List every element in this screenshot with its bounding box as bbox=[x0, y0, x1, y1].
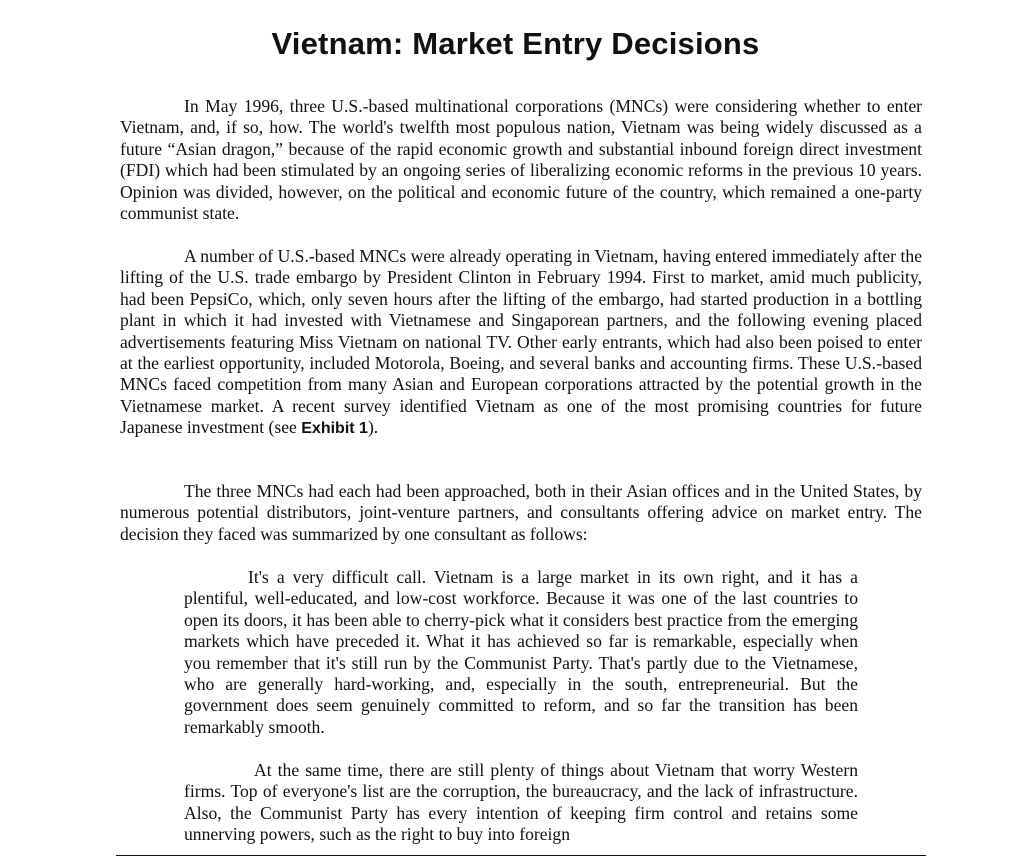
paragraph-decision: The three MNCs had each had been approached, both in their Asian offices and in the United States, by numerous potential distributors, joint-venture partners, and consultants offering advice on market entry. The decision they faced was summarized by one consultant as follows: bbox=[120, 481, 922, 544]
paragraph-us-mncs-text: A number of U.S.-based MNCs were already operating in Vietnam, having entered immediately after the lifting of the U.S. trade embargo by President Clinton in February 1994. First to market, amid much publicity, had been PepsiCo, which, only seven hours after the lifting of the embargo, had started production in a bottling plant in which it had invested with Vietnamese and Singaporean partners, and the following evening placed advertisements featuring Miss Vietnam on national TV. Other early entrants, which had also been poised to enter at the earliest opportunity, included Motorola, Boeing, and several banks and accounting firms. These U.S.-based MNCs faced competition from many Asian and European corporations attracted by the potential growth in the Vietnamese market. A recent survey identified Vietnam as one of the most promising countries for future Japanese investment (see bbox=[120, 246, 922, 438]
page-title: Vietnam: Market Entry Decisions bbox=[271, 26, 760, 61]
block-quote-paragraph-1: It's a very difficult call. Vietnam is a large market in its own right, and it has a plentiful, well-educated, and low-cost workforce. Because it was one of the last countries to open its doors, it has been able to cherry-pick what it considers best practice from the emerging markets which have preceded it. What it has achieved so far is remarkable, especially when you remember that it's still run by the Communist Party. That's partly due to the Vietnamese, who are generally hard-working, and, especially in the south, entrepreneurial. But the government does seem genuinely committed to reform, and so far the transition has been remarkably smooth. bbox=[184, 567, 858, 737]
paragraph-intro: In May 1996, three U.S.-based multinational corporations (MNCs) were considering whether to enter Vietnam, and, if so, how. The world's twelfth most populous nation, Vietnam was being widely discussed as a future “Asian dragon,” because of the rapid economic growth and substantial inbound foreign direct investment (FDI) which had been stimulated by an ongoing series of liberalizing economic reforms in the previous 10 years. Opinion was divided, however, on the political and economic future of the country, which remained a one-party communist state. bbox=[120, 96, 922, 224]
paragraph-us-mncs-end: ). bbox=[367, 417, 379, 438]
block-quote-paragraph-2: At the same time, there are still plenty of things about Vietnam that worry Western firms. Top of everyone's list are the corruption, the bureaucracy, and the lack of infrastructure. Also, the Communist Party has every intention of keeping firm control and retains some unnerving powers, such as the right to buy into foreign bbox=[184, 760, 858, 845]
paragraph-us-mncs bbox=[120, 246, 922, 440]
exhibit-reference: Exhibit 1 bbox=[301, 420, 368, 438]
footer-rule bbox=[116, 855, 926, 856]
